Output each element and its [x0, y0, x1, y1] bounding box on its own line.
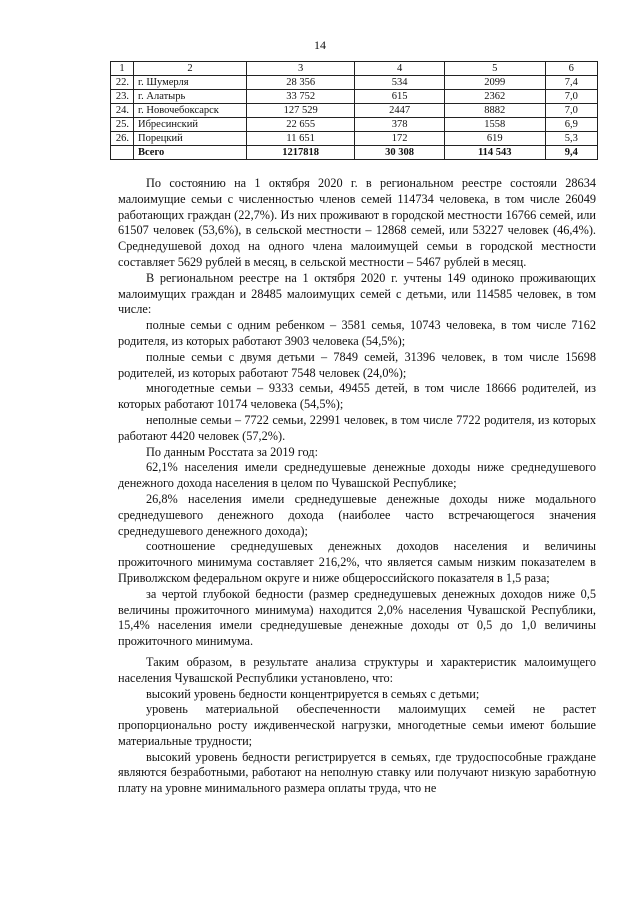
row-index-cell: 22. [111, 76, 134, 90]
total-cell: 30 308 [355, 146, 445, 160]
table-cell: 22 655 [247, 118, 355, 132]
row-name-cell: г. Шумерля [134, 76, 247, 90]
total-label-cell: Всего [134, 146, 247, 160]
row-index-cell: 26. [111, 132, 134, 146]
row-name-cell: Ибресинский [134, 118, 247, 132]
table-total-row [111, 146, 598, 160]
row-name-cell: Порецкий [134, 132, 247, 146]
list-item: многодетные семьи – 9333 семьи, 49455 детей, в том числе 18666 родителей, из которых работают 10174 человека (54,5%); [118, 381, 596, 412]
paragraph: По состоянию на 1 октября 2020 г. в региональном реестре состояли 28634 малоимущие семьи с численностью членов семей 114734 человека, в том числе 26049 работающих граждан (22,7%). Из них проживают в городской местности 16766 семей, или 61507 человек (53,6%), в сельской местности – 12868 семей, или 53227 человек (46,4%). Среднедушевой доход на одного члена малоимущей семьи в городской местности составляет 5629 рублей в месяц, в сельской местности – 5467 рублей в месяц. [118, 176, 596, 269]
page-number: 14 [314, 38, 326, 52]
table-cell: 33 752 [247, 90, 355, 104]
header-cell: 2 [134, 62, 247, 76]
table-cell: 615 [355, 90, 445, 104]
paragraph: По данным Росстата за 2019 год: [146, 444, 318, 459]
table-row [111, 104, 598, 118]
table-row [111, 76, 598, 90]
header-cell: 5 [444, 62, 545, 76]
paragraph: В региональном реестре на 1 октября 2020 г. учтены 149 одиноко проживающих малоимущих граждан и 28485 малоимущих семей с детьми, или 114585 человек, в том числе: [118, 270, 596, 317]
table-cell: 127 529 [247, 104, 355, 118]
total-index-cell [111, 146, 134, 160]
table-cell: 1558 [444, 118, 545, 132]
table-row [111, 90, 598, 104]
list-item: 62,1% населения имели среднедушевые денежные доходы ниже среднедушевого денежного дохода населения в целом по Чувашской Республике; [118, 460, 596, 491]
list-item: неполные семьи – 7722 семьи, 22991 человек, в том числе 7722 родителя, из которых работают 4420 человек (57,2%). [118, 412, 596, 443]
list-item: соотношение среднедушевых денежных доходов населения и величины прожиточного минимума составляет 216,2%, что является самым низким показателем в Приволжском федеральном округе и ниже общероссийского показателя в 1,5 раза; [118, 539, 596, 585]
table-cell: 8882 [444, 104, 545, 118]
list-item: высокий уровень бедности концентрируется в семьях с детьми; [146, 686, 480, 701]
list-item: уровень материальной обеспеченности малоимущих семей не растет пропорционально росту иждивенческой нагрузки, многодетные семьи имеют большие материальные трудности; [118, 702, 596, 748]
row-index-cell: 23. [111, 90, 134, 104]
total-cell: 114 543 [444, 146, 545, 160]
table-cell: 7,4 [545, 76, 597, 90]
row-name-cell: г. Алатырь [134, 90, 247, 104]
row-name-cell: г. Новочебоксарск [134, 104, 247, 118]
table-cell: 5,3 [545, 132, 597, 146]
table-row [111, 132, 598, 146]
table-cell: 2362 [444, 90, 545, 104]
list-item: полные семьи с одним ребенком – 3581 семья, 10743 человека, в том числе 7162 родителя, из которых работают 3903 человека (54,5%); [118, 318, 596, 348]
table-cell: 378 [355, 118, 445, 132]
table-cell: 11 651 [247, 132, 355, 146]
total-cell: 9,4 [545, 146, 597, 160]
paragraph: Таким образом, в результате анализа структуры и характеристик малоимущего населения Чувашской Республики установлено, что: [118, 654, 596, 685]
row-index-cell: 24. [111, 104, 134, 118]
table-cell: 534 [355, 76, 445, 90]
table-cell: 172 [355, 132, 445, 146]
total-cell: 1217818 [247, 146, 355, 160]
header-cell: 1 [111, 62, 134, 76]
header-cell: 3 [247, 62, 355, 76]
table-cell: 2099 [444, 76, 545, 90]
list-item: 26,8% населения имели среднедушевые денежные доходы ниже модального среднедушевого денежного дохода (наиболее часто встречающегося значения среднедушевого денежного дохода); [118, 491, 596, 538]
table-header-row [111, 62, 598, 76]
header-cell: 4 [355, 62, 445, 76]
statistics-table [110, 61, 598, 160]
header-cell: 6 [545, 62, 597, 76]
document-body [118, 176, 596, 797]
table-cell: 2447 [355, 104, 445, 118]
table-row [111, 118, 598, 132]
table-cell: 6,9 [545, 118, 597, 132]
list-item: высокий уровень бедности регистрируется в семьях, где трудоспособные граждане являются безработными, работают на неполную ставку или получают низкую заработную плату на уровне минимального размера оплаты труда, что не [118, 749, 596, 796]
row-index-cell: 25. [111, 118, 134, 132]
list-item: полные семьи с двумя детьми – 7849 семей, 31396 человек, в том числе 15698 родителей, из которых работают 7548 человек (24,0%); [118, 349, 596, 380]
table-cell: 7,0 [545, 90, 597, 104]
table-cell: 7,0 [545, 104, 597, 118]
table-cell: 28 356 [247, 76, 355, 90]
list-item: за чертой глубокой бедности (размер среднедушевых денежных доходов ниже 0,5 величины прожиточного минимума) находится 2,0% населения Чувашской Республики, 15,4% населения имели среднедушевые денежные доходы от 0,5 до 1,0 величины прожиточного минимума. [118, 586, 596, 649]
table-cell: 619 [444, 132, 545, 146]
